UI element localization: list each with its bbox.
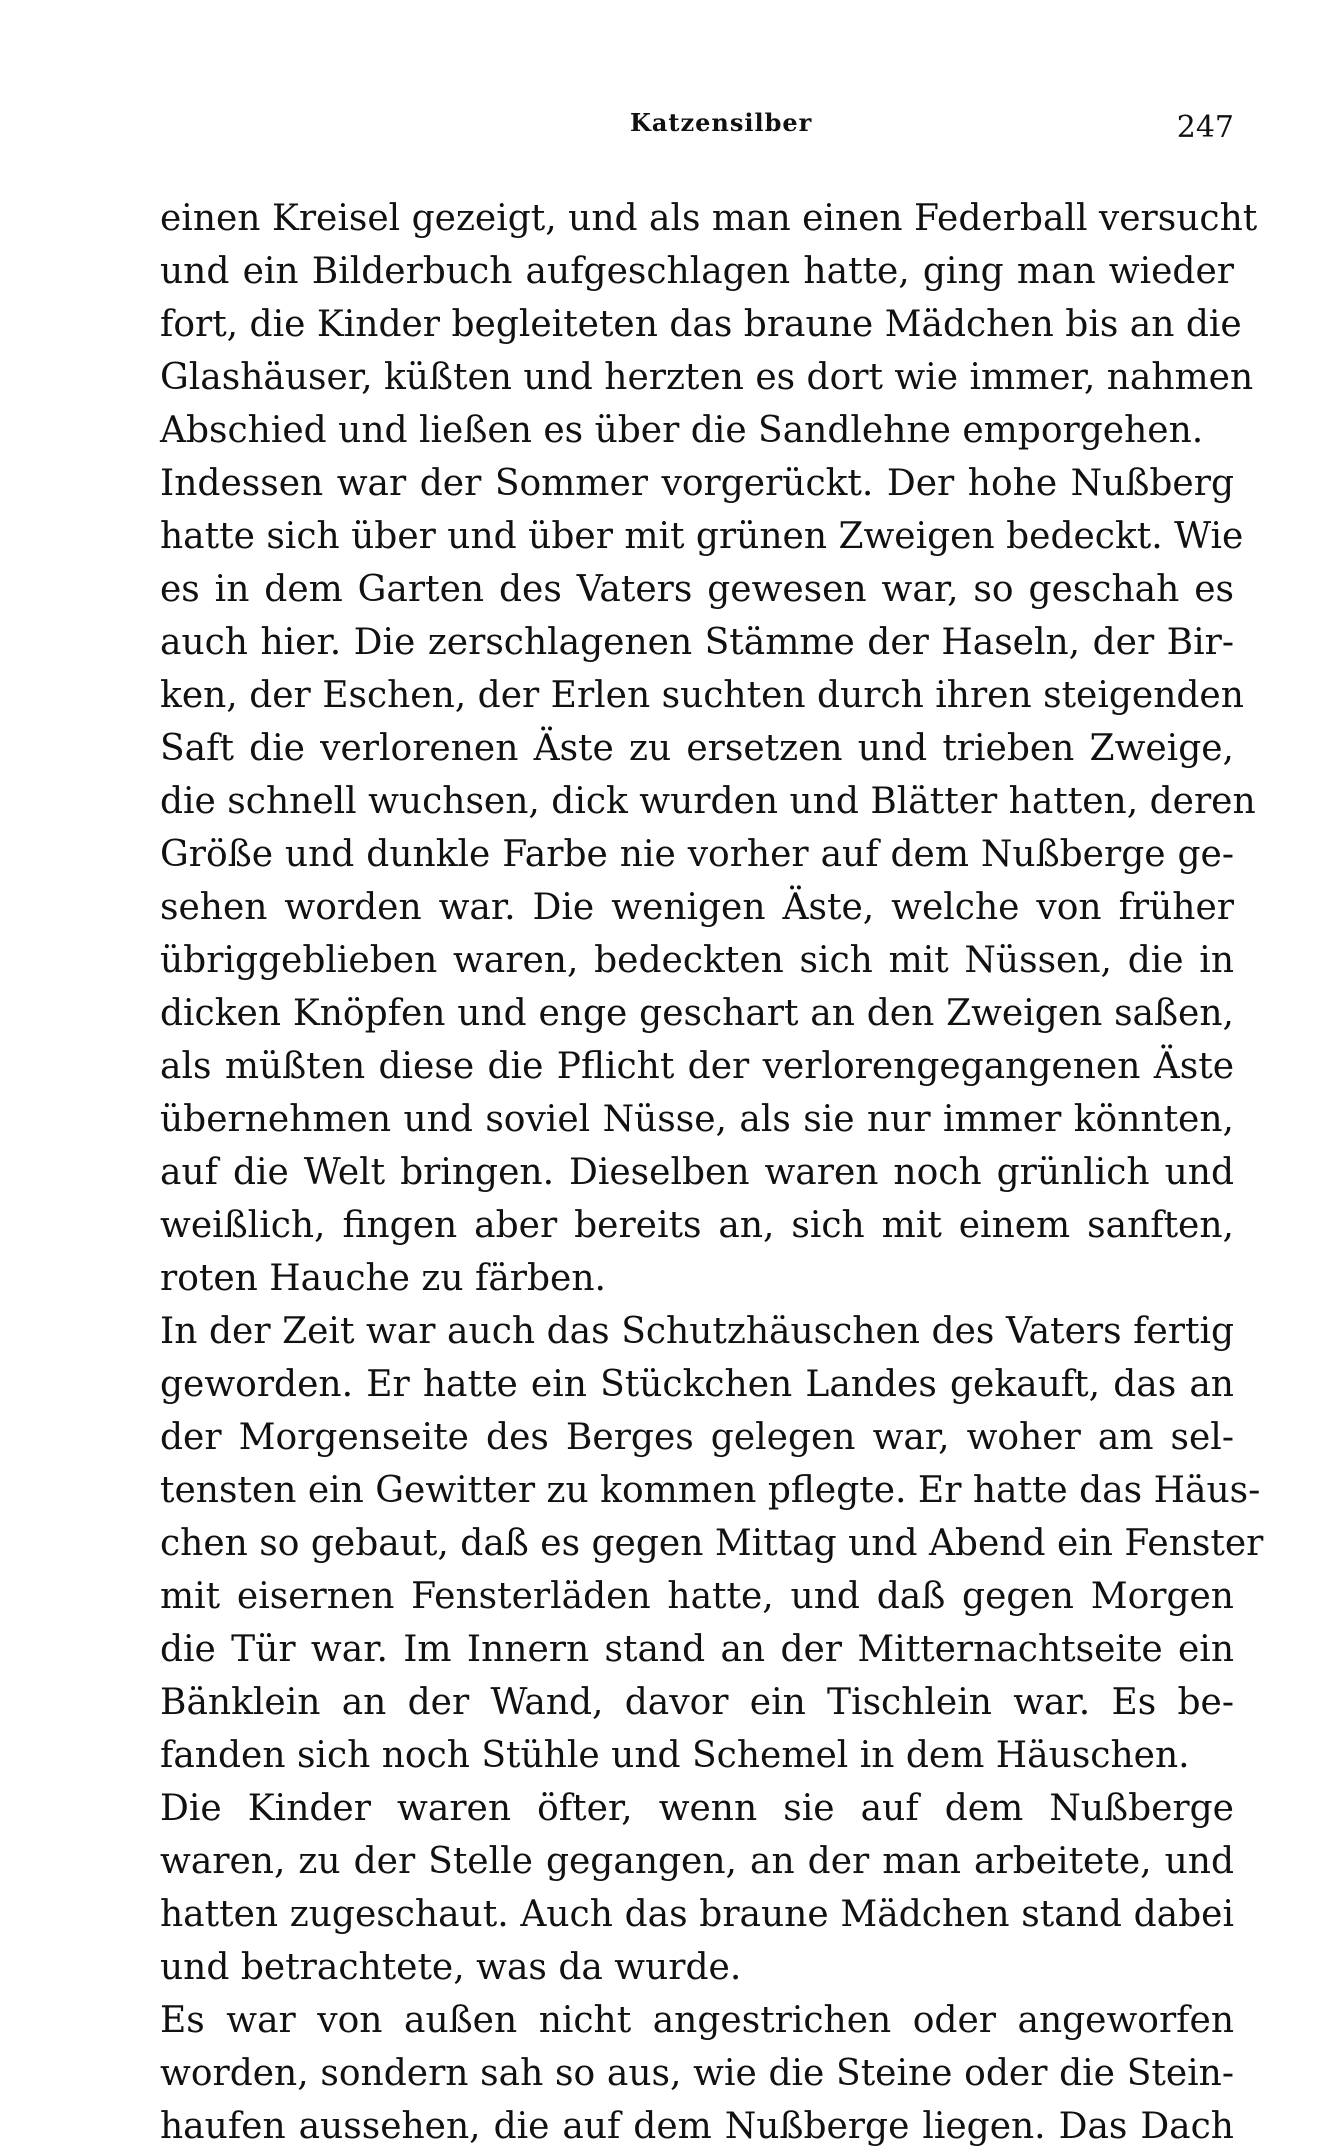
text-line: Indessen war der Sommer vorgerückt. Der hohe Nußberg [160, 463, 1234, 504]
text-line: fanden sich noch Stühle und Schemel in dem Häuschen. [160, 1735, 1190, 1776]
text-line: chen so gebaut, daß es gegen Mittag und Abend ein Fenster [160, 1523, 1264, 1564]
text-line: ken, der Eschen, der Erlen suchten durch ihren steigenden [160, 675, 1244, 716]
text-line: dicken Knöpfen und enge geschart an den Zweigen saßen, [160, 993, 1234, 1034]
text-line: geworden. Er hatte ein Stückchen Landes gekauft, das an [160, 1364, 1234, 1405]
text-line: worden, sondern sah so aus, wie die Steine oder die Stein- [160, 2053, 1234, 2094]
text-line: Abschied und ließen es über die Sandlehne emporgehen. [160, 410, 1204, 451]
text-line: hatte sich über und über mit grünen Zweigen bedeckt. Wie [160, 516, 1244, 557]
text-line: auch hier. Die zerschlagenen Stämme der Haseln, der Bir- [160, 622, 1234, 663]
text-line: tensten ein Gewitter zu kommen pflegte. Er hatte das Häus- [160, 1470, 1261, 1511]
text-line: Größe und dunkle Farbe nie vorher auf dem Nußberge ge- [160, 834, 1234, 875]
text-line: sehen worden war. Die wenigen Äste, welche von früher [160, 887, 1234, 928]
text-line: und ein Bilderbuch aufgeschlagen hatte, ging man wieder [160, 251, 1234, 292]
text-line: Saft die verlorenen Äste zu ersetzen und trieben Zweige, [160, 728, 1234, 769]
text-line: Bänklein an der Wand, davor ein Tischlein war. Es be- [160, 1682, 1234, 1723]
text-line: auf die Welt bringen. Dieselben waren noch grünlich und [160, 1152, 1234, 1193]
text-line: die schnell wuchsen, dick wurden und Blätter hatten, deren [160, 781, 1256, 822]
body-text [160, 192, 1264, 2153]
text-line: fort, die Kinder begleiteten das braune Mädchen bis an die [160, 304, 1242, 345]
text-line: und betrachtete, was da wurde. [160, 1947, 742, 1988]
text-line: weißlich, fingen aber bereits an, sich mit einem sanften, [160, 1205, 1234, 1246]
text-line: übriggeblieben waren, bedeckten sich mit Nüssen, die in [160, 940, 1234, 981]
page-number: 247 [1176, 110, 1234, 145]
text-line: Die Kinder waren öfter, wenn sie auf dem Nußberge [160, 1788, 1234, 1829]
text-line: mit eisernen Fensterläden hatte, und daß gegen Morgen [160, 1576, 1234, 1617]
text-line: waren, zu der Stelle gegangen, an der man arbeitete, und [160, 1841, 1234, 1882]
text-line: Glashäuser, küßten und herzten es dort wie immer, nahmen [160, 357, 1254, 398]
text-line: Es war von außen nicht angestrichen oder angeworfen [160, 2000, 1234, 2041]
text-line: als müßten diese die Pflicht der verlorengegangenen Äste [160, 1046, 1234, 1087]
text-line: hatten zugeschaut. Auch das braune Mädchen stand dabei [160, 1894, 1234, 1935]
text-line: die Tür war. Im Innern stand an der Mitternachtseite ein [160, 1629, 1234, 1670]
text-line: In der Zeit war auch das Schutzhäuschen des Vaters fertig [160, 1311, 1234, 1352]
text-line: haufen aussehen, die auf dem Nußberge liegen. Das Dach [160, 2106, 1234, 2147]
text-line: einen Kreisel gezeigt, und als man einen Federball versucht [160, 198, 1258, 239]
text-line: es in dem Garten des Vaters gewesen war, so geschah es [160, 569, 1234, 610]
text-line: übernehmen und soviel Nüsse, als sie nur immer könnten, [160, 1099, 1234, 1140]
running-head: Katzensilber [630, 108, 813, 137]
text-line: roten Hauche zu färben. [160, 1258, 606, 1299]
text-line: der Morgenseite des Berges gelegen war, woher am sel- [160, 1417, 1234, 1458]
